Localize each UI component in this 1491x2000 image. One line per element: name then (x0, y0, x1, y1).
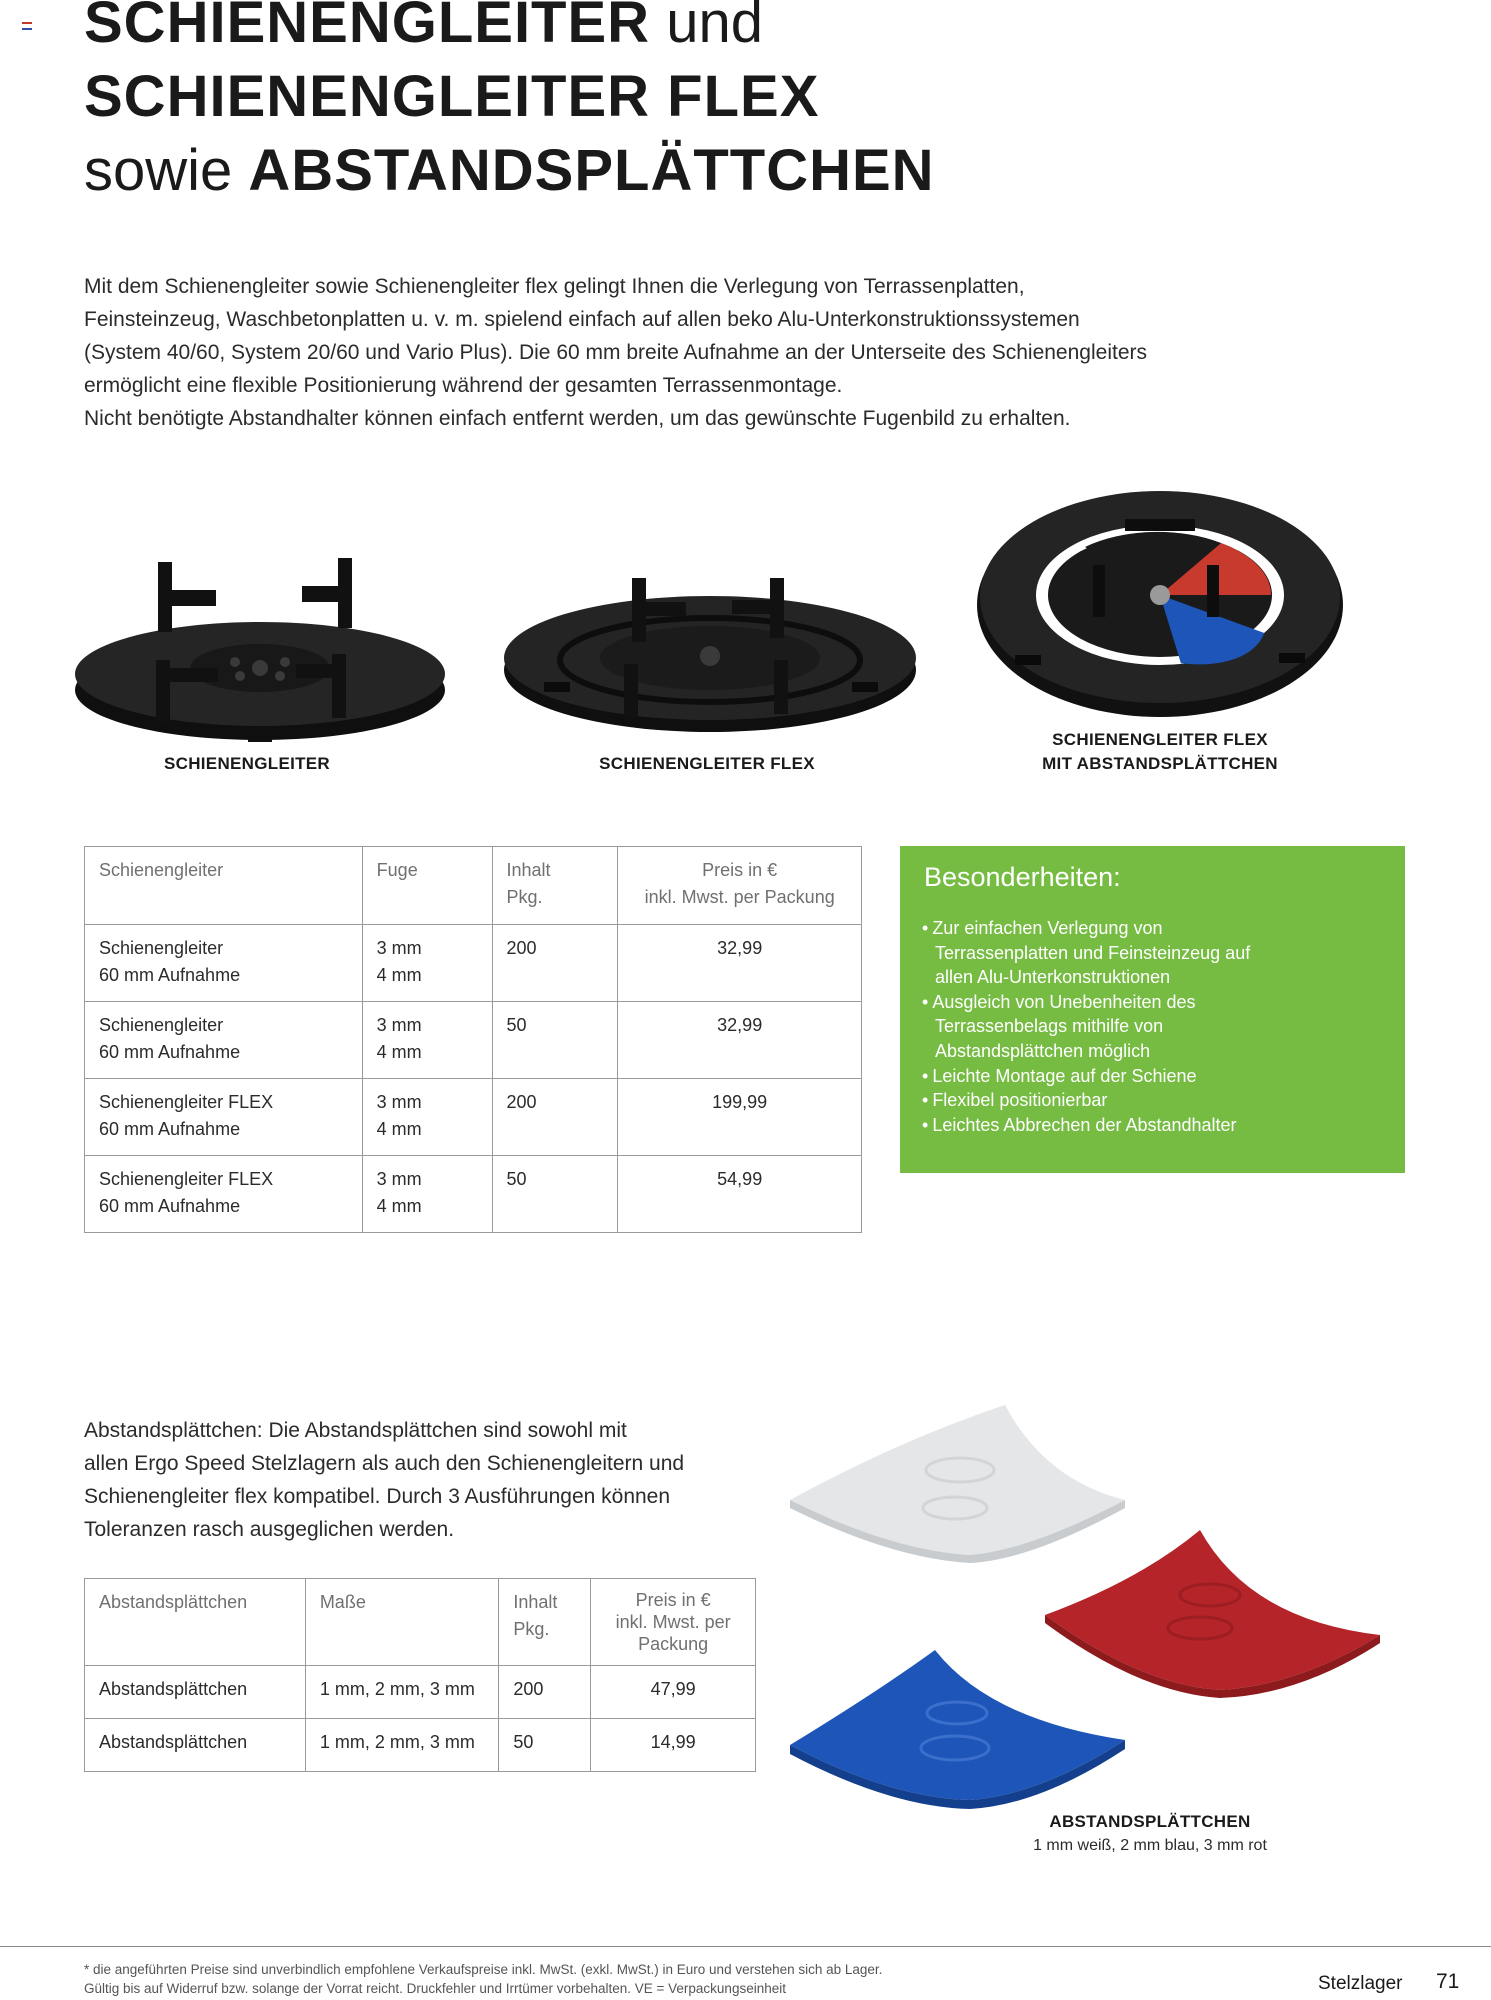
table-header: Inhalt Pkg. (499, 1579, 591, 1666)
schienengleiter-flex-image (500, 570, 920, 750)
table-header: Maße (305, 1579, 499, 1666)
footer-divider (0, 1946, 1491, 1947)
footer-note: * die angeführten Preise sind unverbindlich empfohlene Verkaufspreise inkl. MwSt. (exkl. MwSt.) in Euro und verstehen sich ab Lager. Gültig bis auf Widerruf bzw. solange der Vorrat reicht. Druckfehler und Irrtümer vorbehalten. VE = Verpackungseinheit (84, 1962, 883, 1996)
list-item: • Leichtes Abbrechen der Abstandhalter (922, 1113, 1250, 1138)
table-header: Schienengleiter (85, 847, 363, 925)
intro-line: Nicht benötigte Abstandhalter können einfach entfernt werden, um das gewünschte Fugenbild zu erhalten. (84, 407, 1071, 430)
schienengleiter-image (70, 550, 450, 750)
table-header: Abstandsplättchen (85, 1579, 306, 1666)
spacer-description: Abstandsplättchen: Die Abstandsplättchen sind sowohl mit allen Ergo Speed Stelzlagern als auch den Schienengleitern und Schienengleiter flex kompatibel. Durch 3 Ausführungen können Toleranzen rasch ausgeglichen werden. (84, 1419, 685, 1541)
table-header: Inhalt Pkg. (492, 847, 618, 925)
list-item: • Ausgleich von Unebenheiten des Terrassenbelags mithilfe von Abstandsplättchen möglich (922, 990, 1250, 1064)
page-title: SCHIENENGLEITER und SCHIENENGLEITER FLEX sowie ABSTANDSPLÄTTCHEN (84, 0, 935, 203)
intro-line: Feinsteinzeug, Waschbetonplatten u. v. m. spielend einfach auf allen beko Alu-Unterkonstruktionssystemen (84, 308, 1080, 331)
intro-line: ermöglicht eine flexible Positionierung während der gesamten Terrassenmontage. (84, 374, 843, 397)
list-item: • Leichte Montage auf der Schiene (922, 1064, 1250, 1089)
table-header: Preis in € inkl. Mwst. per Packung (618, 847, 862, 925)
intro-paragraph (84, 270, 1224, 435)
list-item: • Flexibel positionierbar (922, 1088, 1250, 1113)
besonderheiten-list (922, 916, 1250, 1137)
product-caption: SCHIENENGLEITER FLEX MIT ABSTANDSPLÄTTCHEN (1042, 730, 1278, 773)
table-row: Schienengleiter FLEX 60 mm Aufnahme 3 mm 4 mm 50 54,99 (85, 1156, 862, 1233)
abstandsplaettchen-image (780, 1400, 1400, 1820)
table-row: Abstandsplättchen 1 mm, 2 mm, 3 mm 50 14,99 (85, 1719, 756, 1772)
table-row: Schienengleiter 60 mm Aufnahme 3 mm 4 mm 50 32,99 (85, 1002, 862, 1079)
product-caption: SCHIENENGLEITER FLEX (599, 754, 815, 773)
intro-line: (System 40/60, System 20/60 und Vario Plus). Die 60 mm breite Aufnahme an der Unterseite des Schienengleiters (84, 341, 1147, 364)
table-row: Schienengleiter FLEX 60 mm Aufnahme 3 mm 4 mm 200 199,99 (85, 1079, 862, 1156)
table-row: Schienengleiter 60 mm Aufnahme 3 mm 4 mm 200 32,99 (85, 925, 862, 1002)
spacer-caption: ABSTANDSPLÄTTCHEN 1 mm weiß, 2 mm blau, 3 mm rot (1033, 1812, 1267, 1854)
product-caption: SCHIENENGLEITER (163, 754, 331, 773)
table-header: Fuge (362, 847, 492, 925)
footer-section: Stelzlager (1318, 1973, 1403, 1994)
list-item: • Zur einfachen Verlegung von Terrassenplatten und Feinsteinzeug auf allen Alu-Unterkonstruktionen (922, 916, 1250, 990)
schienengleiter-price-table (84, 846, 862, 1233)
schienengleiter-flex-spacer-image (975, 485, 1345, 725)
besonderheiten-box (900, 846, 1405, 1173)
abstandsplaettchen-price-table (84, 1578, 756, 1772)
besonderheiten-title: Besonderheiten: (924, 862, 1121, 892)
intro-line: Mit dem Schienengleiter sowie Schienengleiter flex gelingt Ihnen die Verlegung von Terrassenplatten, (84, 275, 1025, 298)
table-header: Preis in € inkl. Mwst. per Packung (591, 1579, 756, 1666)
page-number: 71 (1436, 1970, 1460, 1993)
flag-icon (22, 22, 32, 29)
table-row: Abstandsplättchen 1 mm, 2 mm, 3 mm 200 47,99 (85, 1666, 756, 1719)
